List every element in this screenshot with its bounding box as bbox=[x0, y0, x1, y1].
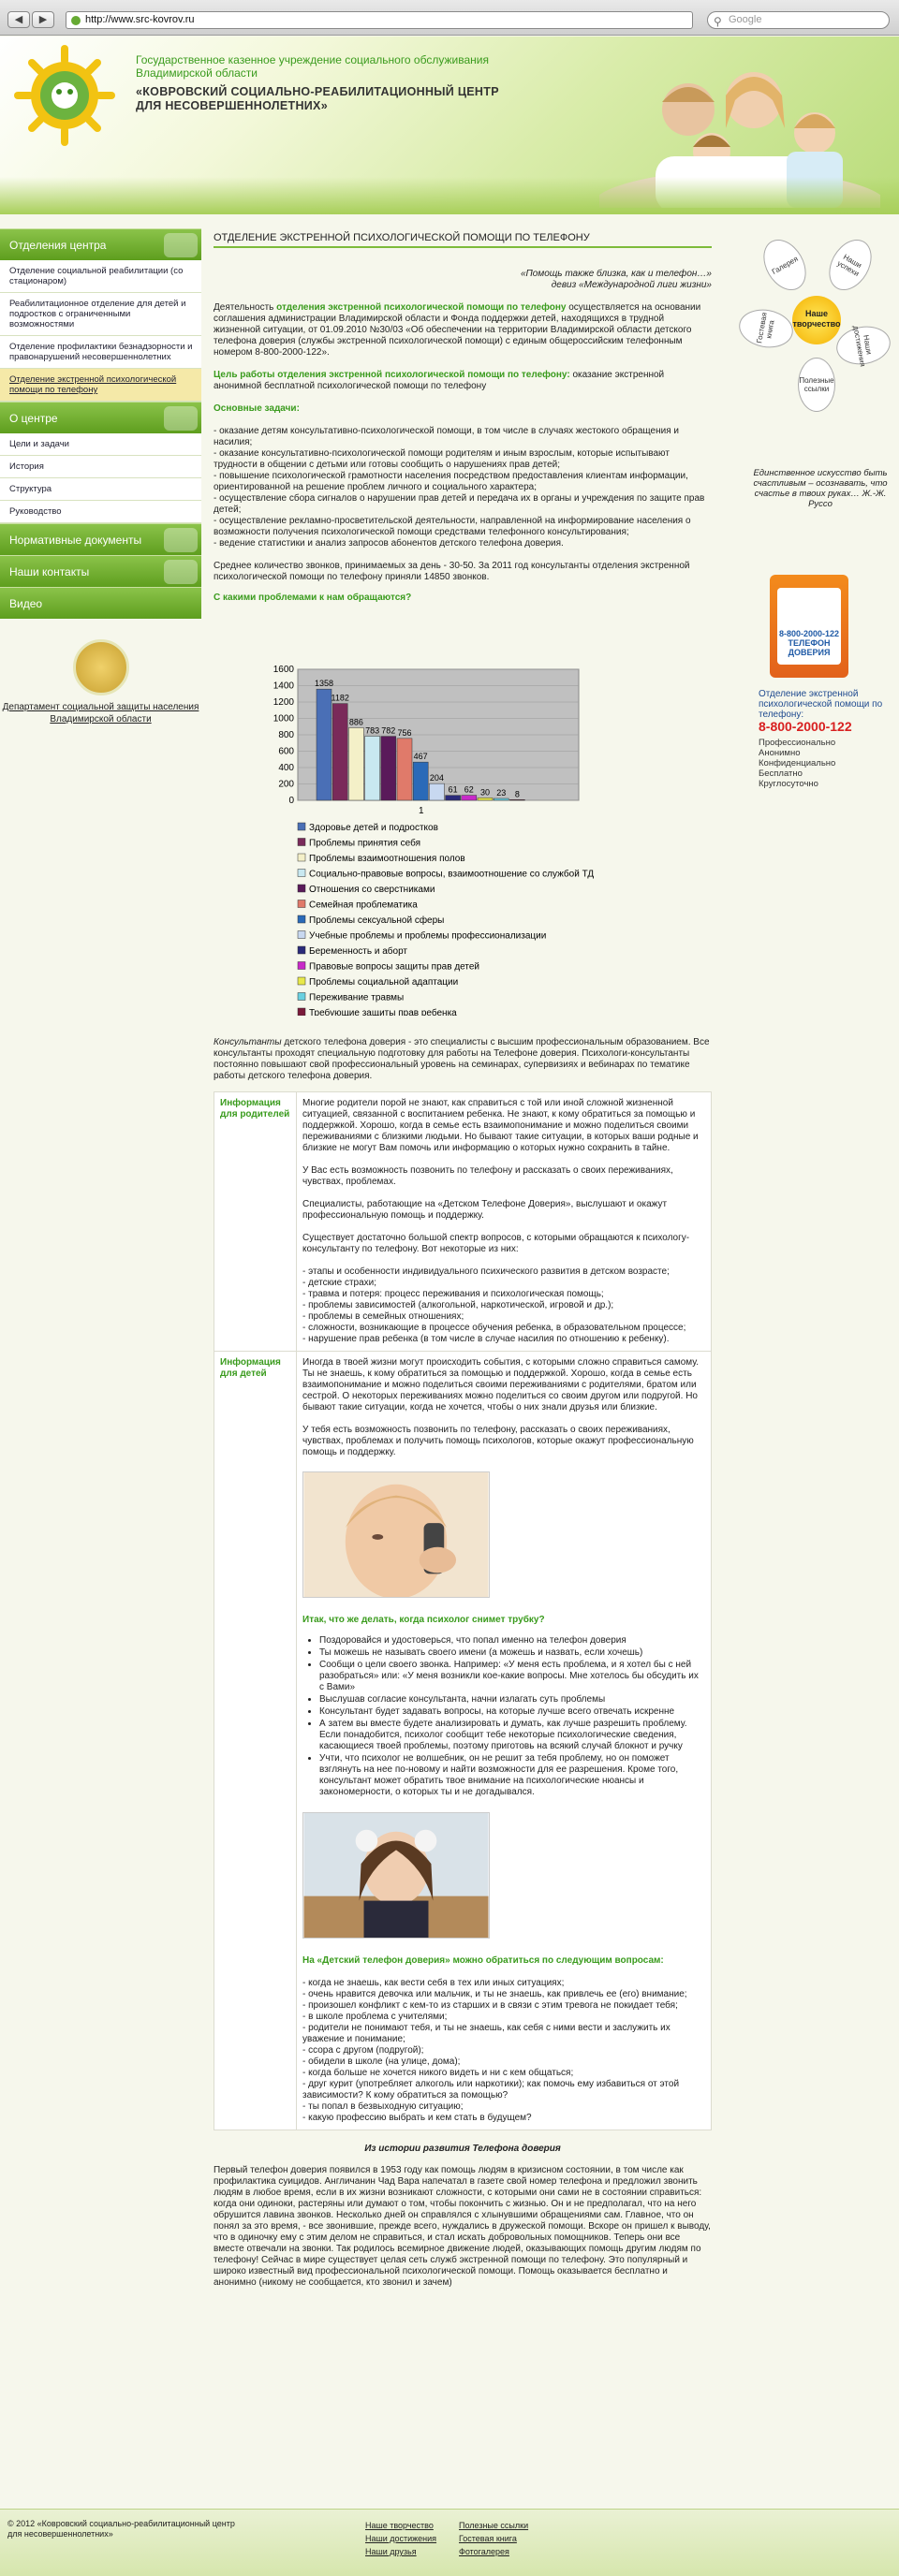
bar bbox=[462, 796, 477, 800]
department-block bbox=[0, 639, 201, 725]
footer-link[interactable]: Фотогалерея bbox=[459, 2547, 509, 2556]
section-video-label: Видео bbox=[9, 597, 43, 610]
list-item: • Сообщи о цели своего звонка. Например: «У меня есть проблема, и я хотел бы с ней разобраться» или: «У меня возникли кое-какие вопросы. Мне хотелось бы обсудить их с Вами» bbox=[319, 1660, 705, 1693]
sidebar-section-video[interactable] bbox=[0, 587, 201, 619]
legend-swatch bbox=[298, 931, 305, 939]
goal-paragraph bbox=[214, 370, 712, 392]
list-item: • Учти, что психолог не волшебник, он не решит за тебя проблему, но он поможет взглянуть на нее по-новому и найти возможности для ее разрешения. Кроме того, консультант может обратить твое внимание на психологические нюансы и закономерности, о которых ты и не догадывался. bbox=[319, 1753, 705, 1798]
motto-quote bbox=[214, 269, 712, 291]
helpline-logo[interactable] bbox=[770, 575, 848, 678]
org-subtitle: Государственное казенное учреждение социального обслуживания Владимирской области bbox=[136, 53, 489, 80]
legend-entry: Отношения со сверстниками bbox=[309, 885, 435, 895]
back-button[interactable]: ◀ bbox=[7, 11, 30, 28]
data-label: 1358 bbox=[314, 679, 334, 689]
sidebar-item-goals[interactable]: Цели и задачи bbox=[0, 433, 201, 456]
legend-entry: Учебные проблемы и проблемы профессионализации bbox=[309, 930, 547, 942]
children-label: Информация для детей bbox=[214, 1352, 297, 2130]
right-column bbox=[742, 228, 899, 789]
helpline-title-text: Отделение экстренной психологической помощи по телефону: bbox=[759, 689, 883, 720]
data-label: 467 bbox=[413, 752, 428, 762]
site-footer bbox=[0, 2509, 899, 2576]
intro-paragraph bbox=[214, 302, 712, 359]
legend-entry: Требующие защиты прав ребенка bbox=[309, 1008, 457, 1016]
list-item: - ты попал в безвыходную ситуацию; bbox=[302, 2101, 464, 2112]
rousseau-quote: Единственное искусство быть счастливым – осознавать, что счастье в твоих руках… Ж.-Ж. Руссо bbox=[753, 468, 888, 509]
footer-link[interactable]: Наши друзья bbox=[365, 2547, 417, 2556]
search-placeholder: Google bbox=[729, 14, 762, 25]
legend-swatch bbox=[298, 900, 305, 908]
list-item: - обидели в школе (на улице, дома); bbox=[302, 2056, 461, 2067]
helpline-logo-inner bbox=[777, 588, 841, 665]
legend-swatch bbox=[298, 993, 305, 1001]
children-row bbox=[214, 1352, 712, 2130]
data-label: 204 bbox=[429, 773, 444, 783]
y-tick-label: 200 bbox=[278, 779, 294, 790]
data-label: 783 bbox=[365, 725, 380, 736]
task-item: - осуществление рекламно-просветительской деятельности, направленной на информирование населения о возможности получения психологической помощи средствами телефонного консультирования; bbox=[214, 516, 691, 537]
parents-content bbox=[297, 1092, 712, 1352]
bar bbox=[446, 796, 461, 800]
children-q2: На «Детский телефон доверия» можно обратиться по следующим вопросам: bbox=[302, 1955, 664, 1966]
bar bbox=[413, 762, 428, 800]
y-tick-label: 800 bbox=[278, 730, 294, 740]
sidebar-item-phone-help[interactable]: Отделение экстренной психологической помощи по телефону bbox=[0, 369, 201, 402]
list-item: - произошел конфликт с кем-то из старших и в связи с этим тревога не покидает тебя; bbox=[302, 2000, 678, 2011]
calls-stat: Среднее количество звонков, принимаемых за день - 30-50. За 2011 год консультанты отделения экстренной психологической помощи по телефону приняли 14850 звонков. bbox=[214, 561, 690, 582]
favicon-icon bbox=[71, 16, 81, 25]
list-item: - проблемы зависимостей (алкогольной, наркотической, игровой и др.); bbox=[302, 1300, 614, 1310]
data-label: 61 bbox=[448, 784, 458, 795]
sidebar-item-prevention[interactable]: Отделение профилактики безнадзорности и правонарушений несовершеннолетних bbox=[0, 336, 201, 369]
coat-of-arms-icon bbox=[73, 639, 129, 695]
parents-p4: Существует достаточно большой спектр вопросов, с которыми обращаются к психологу-консультанту по телефону. Вот некоторые из них: bbox=[302, 1233, 690, 1254]
bar bbox=[317, 689, 332, 800]
intro-highlight: отделения экстренной психологической помощи по телефону bbox=[276, 302, 567, 313]
consultants-italic: Консультанты bbox=[214, 1037, 282, 1047]
petal-links[interactable]: Полезные ссылки bbox=[798, 358, 835, 412]
goal-highlight: Цель работы отделения экстренной психологической помощи по телефону: bbox=[214, 370, 570, 380]
sidebar-item-history[interactable]: История bbox=[0, 456, 201, 478]
data-label: 886 bbox=[348, 717, 363, 727]
legend-swatch bbox=[298, 915, 305, 923]
section-about-label: О центре bbox=[9, 412, 58, 425]
problems-bar-chart bbox=[214, 660, 712, 1016]
y-tick-label: 0 bbox=[288, 796, 294, 806]
forward-button[interactable]: ▶ bbox=[32, 11, 54, 28]
legend-swatch bbox=[298, 977, 305, 985]
feature-item: Круглосуточно bbox=[759, 779, 818, 789]
list-item: • Ты можешь не называть своего имени (а можешь и назвать, если хочешь) bbox=[319, 1647, 705, 1659]
children-issues bbox=[302, 1978, 705, 2124]
data-label: 782 bbox=[381, 725, 396, 736]
sidebar bbox=[0, 228, 201, 725]
bar bbox=[494, 798, 508, 800]
sidebar-section-about[interactable] bbox=[0, 402, 201, 433]
legend-entry: Беременность и аборт bbox=[309, 946, 407, 957]
petal-achievements[interactable]: Наши достижения bbox=[833, 322, 893, 368]
legend-swatch bbox=[298, 870, 305, 877]
grass-decoration bbox=[0, 177, 899, 214]
url-text: http://www.src-kovrov.ru bbox=[85, 14, 195, 25]
contacts-icon bbox=[164, 560, 198, 584]
bar bbox=[332, 704, 347, 800]
parents-p3: Специалисты, работающие на «Детском Телефоне Доверия», выслушают и окажут профессиональную помощь и поддержку. bbox=[302, 1199, 668, 1221]
legend-entry: Проблемы сексуальной сферы bbox=[309, 915, 445, 926]
y-tick-label: 1200 bbox=[273, 697, 294, 708]
goal-rest: оказание экстренной анонимной бесплатной психологической помощи по телефону bbox=[214, 370, 665, 391]
data-label: 756 bbox=[397, 727, 412, 738]
bar bbox=[381, 737, 396, 800]
list-item: - в школе проблема с учителями; bbox=[302, 2012, 448, 2022]
sidebar-item-management[interactable]: Руководство bbox=[0, 501, 201, 523]
parents-p2: У Вас есть возможность позвонить по телефону и рассказать о своих переживаниях, чувствах, проблемах. bbox=[302, 1165, 673, 1187]
helpline-title bbox=[742, 689, 899, 732]
feature-item: Бесплатно bbox=[759, 768, 803, 779]
parents-p1: Многие родители порой не знают, как справиться с той или иной сложной жизненной ситуацией, связанной с воспитанием ребенка. Не знают, к кому обратиться за помощью и поддержкой. Хорошо, когда в семье есть взаимопонимание и можно поделиться своими переживаниями с близкими людьми. Но бывают такие ситуации, в которых ваши родные и близкие не могут Вам помочь или информацию о которых нужно сохранить в тайне. bbox=[302, 1098, 699, 1153]
legend-entry: Проблемы социальной адаптации bbox=[309, 977, 459, 988]
helpline-features bbox=[742, 738, 899, 789]
list-item: • Поздоровайся и удостоверься, что попал именно на телефон доверия bbox=[319, 1635, 705, 1647]
tasks-title: Основные задачи: bbox=[214, 403, 300, 414]
sidebar-section-center[interactable] bbox=[0, 228, 201, 260]
petal-success[interactable]: Наши успехи bbox=[820, 232, 880, 298]
children-p2: У тебя есть возможность позвонить по телефону, рассказать о своих переживаниях, чувствах, проблемах и получить помощь психологов, которые окажут профессиональную помощь и поддержку. bbox=[302, 1425, 694, 1457]
consultants-rest: детского телефона доверия - это специалисты с высшим профессиональным образованием. Все консультанты проходят специальную подготовку для работы на Телефоне доверия. Психологи-консультанты постоянно повышают свой профессиональный уровень на семинарах, супервизиях и вебинарах по тематике работы детского телефона доверия. bbox=[214, 1037, 710, 1081]
intro-rest: осуществляется на основании соглашения администрации Владимирской области и Фонда поддержки детей, находящихся в трудной жизненной ситуации, от 01.09.2010 №30/03 «Об обеспечении на территории Владимирской области детского телефона доверия (службы экстренной психологической помощи) с единым общероссийским телефонным номером 8-800-2000-122». bbox=[214, 302, 701, 358]
flower-center-creativity[interactable]: Наше творчество bbox=[792, 296, 841, 344]
consultants-paragraph bbox=[214, 1037, 712, 1082]
quote-line-1: «Помощь также близка, как и телефон…» bbox=[520, 269, 712, 279]
list-item: • Консультант будет задавать вопросы, на которые лучше всего отвечать искренне bbox=[319, 1706, 705, 1718]
url-bar[interactable] bbox=[66, 11, 693, 29]
legend-entry: Проблемы взаимоотношения полов bbox=[309, 854, 465, 864]
task-item: - ведение статистики и анализ запросов абонентов детского телефона доверия. bbox=[214, 538, 564, 549]
petal-guestbook[interactable]: Гостевая книга bbox=[736, 305, 796, 351]
girl-photo bbox=[302, 1812, 490, 1939]
bar bbox=[348, 727, 363, 800]
list-item: • А затем вы вместе будете анализировать и думать, как лучше разрешить проблему. Если понадобится, психолог сообщит тебе некоторые психологические сведения, касающиеся твоей проблемы, поэтому приготовь на всякий случай блокнот и ручку bbox=[319, 1719, 705, 1752]
parents-row bbox=[214, 1092, 712, 1352]
children-q1: Итак, что же делать, когда психолог снимет трубку? bbox=[302, 1615, 545, 1625]
sidebar-item-structure[interactable]: Структура bbox=[0, 478, 201, 501]
task-item: - осуществление сбора сигналов о нарушении прав детей и передача их в органы и учреждения по защите прав детей; bbox=[214, 493, 705, 515]
site-header bbox=[0, 37, 899, 214]
x-tick-label: 1 bbox=[419, 806, 424, 816]
legend-entry: Семейная проблематика bbox=[309, 900, 418, 911]
legend-swatch bbox=[298, 962, 305, 970]
bar bbox=[509, 799, 524, 800]
y-tick-label: 1400 bbox=[273, 681, 294, 692]
bar bbox=[365, 736, 380, 800]
search-icon: ⚲ bbox=[714, 15, 722, 28]
list-item: - сложности, возникающие в процессе обучения ребенка, в образовательном процессе; bbox=[302, 1323, 686, 1333]
list-item: - детские страхи; bbox=[302, 1278, 377, 1288]
list-item: - очень нравится девочка или мальчик, и ты не знаешь, как привлечь ее (его) внимание; bbox=[302, 1989, 687, 1999]
parents-label: Информация для родителей bbox=[214, 1092, 297, 1352]
list-item: - родители не понимают тебя, и ты не знаешь, как себя с ними вести и заслужить их уважение и понимание; bbox=[302, 2023, 671, 2044]
footer-link[interactable]: Наши достижения bbox=[365, 2534, 437, 2543]
footer-links-col2 bbox=[459, 2519, 528, 2558]
browser-toolbar bbox=[0, 0, 899, 36]
bar bbox=[429, 783, 444, 800]
section-contacts-label: Наши контакты bbox=[9, 565, 90, 578]
data-label: 30 bbox=[479, 787, 491, 798]
page-title: ОТДЕЛЕНИЕ ЭКСТРЕННОЙ ПСИХОЛОГИЧЕСКОЙ ПОМОЩИ ПО ТЕЛЕФОНУ bbox=[214, 232, 712, 248]
task-item: - оказание детям консультативно-психологической помощи, в том числе в случаях жестокого обращения и насилия; bbox=[214, 426, 679, 447]
data-label: 62 bbox=[464, 784, 474, 795]
section-center-label: Отделения центра bbox=[9, 239, 107, 252]
task-item: - повышение психологической грамотности населения посредством предоставления клиентам информации, ориентированной на решение проблем личного и социального характера; bbox=[214, 471, 688, 492]
y-tick-label: 1000 bbox=[273, 713, 294, 724]
section-docs-label: Нормативные документы bbox=[9, 534, 142, 547]
list-item: - нарушение прав ребенка (в том числе в случае насилия по отношению к ребенку). bbox=[302, 1334, 670, 1344]
legend-swatch bbox=[298, 839, 305, 846]
helpline-logo-number: 8-800-2000-122 bbox=[778, 629, 840, 638]
parents-list bbox=[302, 1266, 705, 1345]
legend-entry: Социально-правовые вопросы, взаимоотношение со службой ТД bbox=[309, 869, 595, 880]
y-tick-label: 400 bbox=[278, 763, 294, 773]
search-input[interactable] bbox=[707, 11, 890, 29]
list-item: • Выслушав согласие консультанта, начни излагать суть проблемы bbox=[319, 1694, 705, 1705]
petal-gallery[interactable]: Галерея bbox=[755, 232, 815, 298]
sun-logo-icon[interactable] bbox=[13, 44, 116, 147]
list-item: - когда не знаешь, как вести себя в тех или иных ситуациях; bbox=[302, 1978, 565, 1988]
legend-entry: Проблемы принятия себя bbox=[309, 838, 421, 849]
list-item: - друг курит (употребляет алкоголь или наркотики); как помочь ему избавиться от этой зависимости? К кому обратиться за помощью? bbox=[302, 2079, 680, 2100]
legend-swatch bbox=[298, 854, 305, 861]
footer-link[interactable]: Полезные ссылки bbox=[459, 2521, 529, 2530]
info-table bbox=[214, 1091, 712, 2130]
feature-item: Анонимно bbox=[759, 748, 801, 758]
footer-link[interactable]: Наше творчество bbox=[365, 2521, 434, 2530]
feature-item: Профессионально bbox=[759, 738, 836, 748]
bar bbox=[397, 739, 412, 800]
history-text: Первый телефон доверия появился в 1953 году как помощь людям в кризисном состоянии, в том числе как профилактика суицидов. Англичанин Чад Вара напечатал в газете свой номер телефона и предложил звонить людям в любое время, если в их жизни возникают сложности, с которыми они сами не в состоянии справиться: когда они одиноки, растеряны или думают о том, чтобы покончить с жизнью. Он и не предполагал, что на него обрушится лавина звонков. Несколько дней он справлялся с хлынувшими обращениями сам. Главное, что он понял за это время, - все звонившие, прежде всего, нуждались в дружеской помощи. Вскоре он пришел к выводу, что в одиночку ему с этим делом не справиться, и стал искать добровольных помощников. Теперь они все вместе отвечали на звонки. Так родилось всемирное движение людей, оказывающих помощь другим людям по телефону! Сейчас в мире существует целая сеть служб экстренной помощи по телефону. Это популярный и широко известный вид профессиональной психологической помощи. Помощь оказывается бесплатно и анонимно (никому не сообщается, кто звонил и зачем) bbox=[214, 2165, 711, 2288]
sidebar-item-social-rehab[interactable]: Отделение социальной реабилитации (со стационаром) bbox=[0, 260, 201, 293]
children-steps bbox=[319, 1635, 705, 1798]
data-label: 23 bbox=[496, 787, 507, 798]
children-content bbox=[297, 1352, 712, 2130]
house-icon bbox=[164, 406, 198, 431]
legend-swatch bbox=[298, 946, 305, 954]
copyright-text: © 2012 «Ковровский социально-реабилитационный центр для несовершеннолетних» bbox=[7, 2519, 235, 2539]
helpline-number: 8-800-2000-122 bbox=[759, 719, 852, 734]
footer-link[interactable]: Гостевая книга bbox=[459, 2534, 517, 2543]
legend-entry: Переживание травмы bbox=[309, 992, 405, 1003]
problems-question: С какими проблемами к нам обращаются? bbox=[214, 593, 412, 603]
list-item: - когда больше не хочется никого видеть и ни с кем общаться; bbox=[302, 2068, 574, 2078]
boy-on-phone-photo bbox=[302, 1471, 490, 1598]
documents-icon bbox=[164, 528, 198, 552]
children-p1: Иногда в твоей жизни могут происходить события, с которыми сложно справиться самому. Ты не знаешь, к кому обратиться за помощью и поддержкой. Хорошо, когда в семье есть взаимопонимание и можно поделиться своими переживаниями с родителями, братом или сестрой. О некоторых переживаниях можно поделиться со своим другом или подругой. Но бывают такие ситуации, когда не хочется, чтобы о них знали друзья или близкие. bbox=[302, 1357, 700, 1412]
list-item: - какую профессию выбрать и кем стать в будущем? bbox=[302, 2113, 532, 2123]
feature-item: Конфиденциально bbox=[759, 758, 836, 768]
sidebar-section-docs[interactable] bbox=[0, 523, 201, 555]
quote-line-2: девиз «Международной лиги жизни» bbox=[551, 280, 712, 290]
main-content bbox=[214, 228, 712, 2289]
legend-entry: Здоровье детей и подростков bbox=[309, 823, 438, 833]
legend-swatch bbox=[298, 823, 305, 830]
y-tick-label: 600 bbox=[278, 746, 294, 757]
list-item: - травма и потеря: процесс переживания и психологическая помощь; bbox=[302, 1289, 604, 1299]
tasks-list bbox=[214, 426, 712, 549]
nav-buttons bbox=[7, 11, 54, 28]
sidebar-section-contacts[interactable] bbox=[0, 555, 201, 587]
legend-swatch bbox=[298, 885, 305, 892]
org-name: «КОВРОВСКИЙ СОЦИАЛЬНО-РЕАБИЛИТАЦИОННЫЙ ЦЕНТР ДЛЯ НЕСОВЕРШЕННОЛЕТНИХ» bbox=[136, 85, 499, 112]
helpline-logo-text: ТЕЛЕФОН ДОВЕРИЯ bbox=[788, 638, 831, 657]
task-item: - оказание консультативно-психологической помощи родителям и иным взрослым, которые испытывают трудности в общении с детьми или готовы сообщить о нарушениях прав детей; bbox=[214, 448, 670, 470]
building-icon bbox=[164, 233, 198, 257]
y-tick-label: 1600 bbox=[273, 665, 294, 675]
sidebar-item-rehab-disabled[interactable]: Реабилитационное отделение для детей и подростков с ограниченными возможностями bbox=[0, 293, 201, 336]
list-item: - ссора с другом (подругой); bbox=[302, 2045, 424, 2056]
bar bbox=[478, 798, 493, 800]
department-link[interactable]: Департамент социальной защиты населения Владимирской области bbox=[2, 702, 199, 724]
data-label: 8 bbox=[514, 789, 520, 799]
legend-swatch bbox=[298, 1008, 305, 1016]
list-item: - этапы и особенности индивидуального психического развития в детском возрасте; bbox=[302, 1266, 670, 1277]
data-label: 1182 bbox=[331, 693, 349, 703]
flower-menu bbox=[742, 228, 899, 425]
legend-entry: Правовые вопросы защиты прав детей bbox=[309, 961, 479, 973]
history-title: Из истории развития Телефона доверия bbox=[364, 2144, 561, 2154]
intro-prefix: Деятельность bbox=[214, 302, 277, 313]
footer-links-col1 bbox=[365, 2519, 436, 2558]
list-item: - проблемы в семейных отношениях; bbox=[302, 1311, 464, 1322]
